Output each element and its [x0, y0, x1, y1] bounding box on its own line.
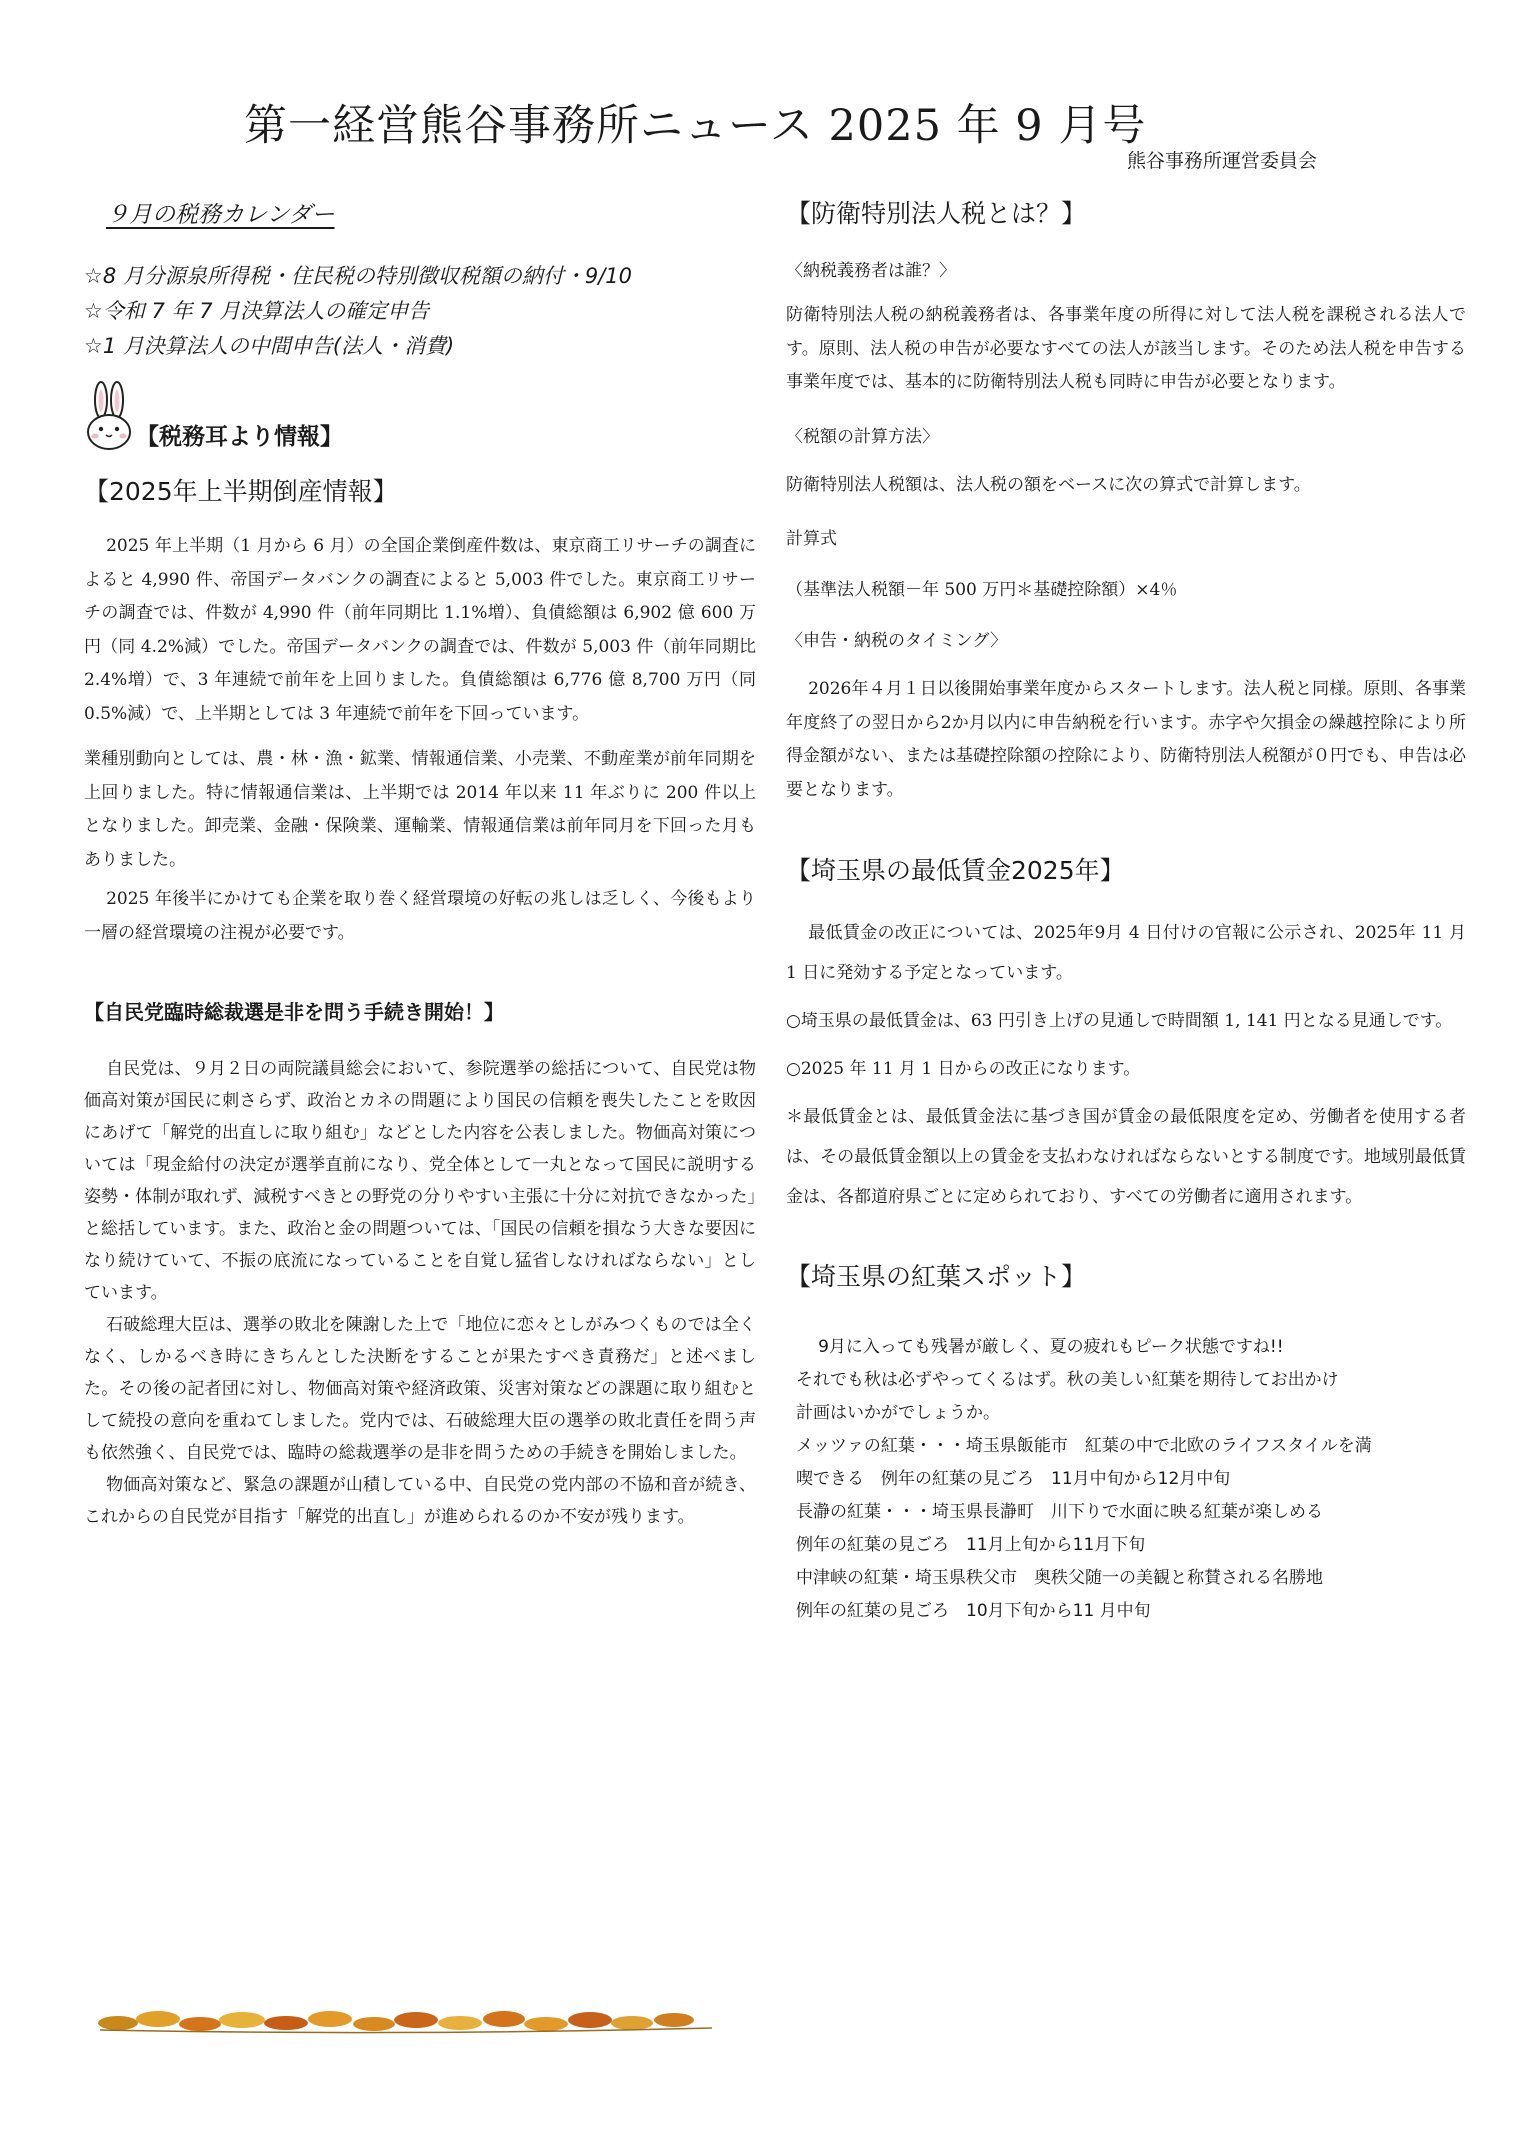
- defense-tax-paragraph: 2026年４月１日以後開始事業年度からスタートします。法人税と同様。原則、各事業年度終了の翌日から2か月以内に申告納税を行います。赤字や欠損金の繰越控除により所得金額がない、または基礎控除額の控除により、防衛特別法人税額が０円でも、申告は必要となります。: [786, 679, 1466, 800]
- left-column: [84, 190, 756, 1533]
- bankruptcy-heading: 【2025年上半期倒産情報】: [84, 477, 398, 506]
- calendar-heading: ９月の税務カレンダー: [106, 202, 335, 228]
- ldp-paragraph: 石破総理大臣は、選挙の敗北を陳謝した上で「地位に恋々としがみつくものでは全くなく、しかるべき時にきちんとした決断をすることが果たすべき責務だ」と述べました。その後の記者団に対し、物価高対策や経済政策、災害対策などの課題に取り組むとして続投の意向を重ねてしました。党内では、石破総理大臣の選挙の敗北責任を問う声も依然強く、自民党では、臨時の総裁選挙の是非を問うための手続きを開始しました。: [84, 1315, 756, 1463]
- bankruptcy-section: [84, 530, 756, 950]
- formula-label: 計算式: [786, 529, 837, 549]
- bankruptcy-paragraph: 2025 年後半にかけても企業を取り巻く経営環境の好転の兆しは乏しく、今後もより一層の経営環境の注視が必要です。: [84, 889, 756, 943]
- foliage-line: 例年の紅葉の見ごろ 11月上旬から11月下旬: [796, 1535, 1146, 1555]
- tax-info-banner: [84, 380, 756, 454]
- bankruptcy-paragraph: 業種別動向としては、農・林・漁・鉱業、情報通信業、小売業、不動産業が前年同期を上回りました。特に情報通信業は、上半期では 2014 年以来 11 年ぶりに 200 件以上となりました。卸売業、金融・保険業、運輸業、情報通信業は前年同月を下回った月もありました。: [84, 749, 756, 870]
- defense-tax-section: [786, 256, 1466, 807]
- min-wage-paragraph: 最低賃金の改正については、2025年9月 4 日付けの官報に公示され、2025年 11 月 1 日に発効する予定となっています。: [786, 923, 1466, 983]
- min-wage-paragraph: ○2025 年 11 月 1 日からの改正になります。: [786, 1059, 1141, 1079]
- min-wage-paragraph: ○埼玉県の最低賃金は、63 円引き上げの見通しで時間額 1, 141 円となる見通しです。: [786, 1011, 1453, 1031]
- defense-tax-question: 〈納税義務者は誰？〉: [786, 261, 956, 281]
- autumn-leaves-decoration: [96, 2004, 716, 2038]
- right-column: [786, 190, 1466, 1628]
- ldp-paragraph: 自民党は、９月２日の両院議員総会において、参院選挙の総括について、自民党は物価高対策が国民に刺さらず、政治とカネの問題により国民の信頼を喪失したことを敗因にあげて「解党的出直しに取り組む」などとした内容を公表しました。物価高対策については「現金給付の決定が選挙直前になり、党全体として一丸となって国民に説明する姿勢・体制が取れず、減税すべきとの野党の分りやすい主張に十分に対抗できなかった」と総括しています。また、政治と金の問題ついては、｢国民の信頼を損なう大きな要因になり続けていて、不振の底流になっていることを自覚し猛省しなければならない」としています。: [84, 1059, 756, 1303]
- defense-tax-question: 〈申告・納税のタイミング〉: [786, 631, 1008, 651]
- ldp-heading: 【自民党臨時総裁選是非を問う手続き開始！】: [84, 1000, 504, 1024]
- defense-tax-paragraph: 防衛特別法人税額は、法人税の額をベースに次の算式で計算します。: [786, 474, 1311, 495]
- min-wage-paragraph: ＊最低賃金とは、最低賃金法に基づき国が賃金の最低限度を定め、労働者を使用する者は、その最低賃金額以上の賃金を支払わなければならないとする制度です。地域別最低賃金は、各都道府県ごとに定められており、すべての労働者に適用されます。: [786, 1107, 1466, 1207]
- calendar-list: [84, 259, 756, 364]
- foliage-line: メッツァの紅葉・・・埼玉県飯能市 紅葉の中で北欧のライフスタイルを満: [796, 1436, 1372, 1456]
- calendar-item: ☆8 月分源泉所得税・住民税の特別徴収税額の納付・9/10: [84, 264, 633, 288]
- ldp-paragraph: 物価高対策など、緊急の課題が山積している中、自民党の党内部の不協和音が続き、これからの自民党が目指す「解党的出直し」が進められるのか不安が残ります。: [84, 1475, 756, 1527]
- formula: （基準法人税額－年 500 万円＊基礎控除額）×4％: [786, 580, 1178, 600]
- foliage-line: 9月に入っても残暑が厳しく、夏の疲れもピーク状態ですね!!: [818, 1337, 1284, 1357]
- calendar-item: ☆1 月決算法人の中間申告(法人・消費): [84, 334, 455, 358]
- min-wage-heading: 【埼玉県の最低賃金2025年】: [786, 856, 1125, 885]
- calendar-item: ☆令和 7 年 7 月決算法人の確定申告: [84, 299, 430, 323]
- foliage-heading: 【埼玉県の紅葉スポット】: [786, 1262, 1087, 1291]
- foliage-section: [786, 1331, 1466, 1628]
- bankruptcy-paragraph: 2025 年上半期（1 月から 6 月）の全国企業倒産件数は、東京商工リサーチの調査によると 4,990 件、帝国データバンクの調査によると 5,003 件でした。東京商工リサーチの調査では、件数が 4,990 件（前年同期比 1.1%増）、負債総額は 6,902 億 600 万円（同 4.2%減）でした。帝国データバンクの調査では、件数が 5,003 件（前年同期比 2.4%増）で、3 年連続で前年を上回りました。負債総額は 6,776 億 8,700 万円（同 0.5%減）で、上半期としては 3 年連続で前年を下回っています。: [84, 536, 756, 724]
- publisher: 熊谷事務所運営委員会: [1127, 150, 1318, 172]
- foliage-line: 長瀞の紅葉・・・埼玉県長瀞町 川下りで水面に映る紅葉が楽しめる: [796, 1502, 1323, 1522]
- foliage-line: それでも秋は必ずやってくるはず。秋の美しい紅葉を期待してお出かけ: [796, 1370, 1339, 1390]
- ldp-section: [84, 1053, 756, 1533]
- defense-tax-heading: 【防衛特別法人税とは？】: [786, 199, 1087, 228]
- rabbit-icon: [84, 380, 136, 452]
- foliage-line: 計画はいかがでしょうか。: [796, 1403, 1000, 1423]
- min-wage-section: [786, 913, 1466, 1217]
- tax-info-label: 【税務耳より情報】: [136, 424, 343, 450]
- foliage-line: 喫できる 例年の紅葉の見ごろ 11月中旬から12月中旬: [796, 1469, 1231, 1489]
- defense-tax-paragraph: 防衛特別法人税の納税義務者は、各事業年度の所得に対して法人税を課税される法人です。原則、法人税の申告が必要なすべての法人が該当します。そのため法人税を申告する事業年度では、基本的に防衛特別法人税も同時に申告が必要となります。: [786, 305, 1466, 392]
- foliage-line: 例年の紅葉の見ごろ 10月下旬から11 月中旬: [796, 1601, 1151, 1621]
- defense-tax-question: 〈税額の計算方法〉: [786, 426, 939, 447]
- foliage-line: 中津峡の紅葉・埼玉県秩父市 奥秩父随一の美観と称賛される名勝地: [796, 1568, 1323, 1588]
- page-title: 第一経営熊谷事務所ニュース 2025 年 9 月号: [244, 101, 1147, 151]
